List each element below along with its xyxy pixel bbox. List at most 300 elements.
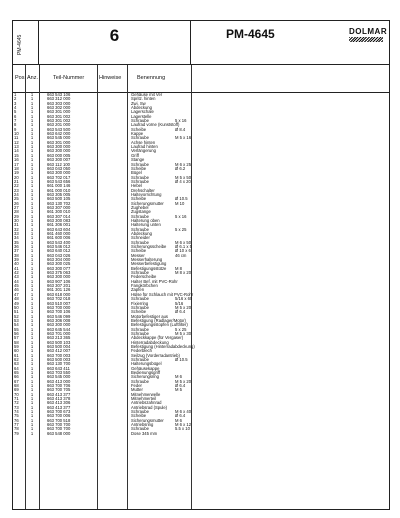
row-quantity: 1 — [30, 248, 34, 254]
row-pos: 69 — [14, 387, 19, 393]
row-quantity: 1 — [30, 96, 34, 102]
row-pos: 60 — [14, 348, 19, 354]
row-part-number: 661 306 001 — [47, 222, 71, 228]
row-quantity: 1 — [30, 274, 34, 280]
row-description: Antriebszahnrad — [131, 400, 162, 406]
row-quantity: 1 — [30, 100, 34, 106]
row-quantity: 1 — [30, 330, 34, 336]
row-part-number: 663 543 106 — [47, 92, 71, 97]
row-quantity: 1 — [30, 252, 34, 258]
row-part-number: 663 500 105 — [47, 196, 71, 202]
row-part-number: 663 307 000 — [47, 204, 71, 210]
row-quantity: 1 — [30, 178, 34, 184]
row-part-number: 663 413 378 — [47, 396, 71, 402]
row-part-number: 663 300 083 — [47, 217, 71, 223]
row-dimension: M 6 — [175, 374, 182, 380]
row-part-number: 663 700 003 — [47, 352, 71, 358]
row-part-number: 663 543 656 — [47, 178, 71, 184]
row-quantity: 1 — [30, 422, 34, 428]
row-quantity: 1 — [30, 235, 34, 241]
row-quantity: 1 — [30, 226, 34, 232]
row-description: Schraube — [131, 239, 149, 245]
row-quantity: 1 — [30, 122, 34, 128]
row-pos: 22 — [14, 183, 19, 189]
row-pos: 41 — [14, 265, 19, 271]
row-part-number: 663 702 018 — [47, 296, 71, 302]
row-description: Sicherungsmutter — [131, 417, 164, 423]
row-pos: 49 — [14, 300, 19, 306]
row-part-number: 663 301 002 — [47, 113, 71, 119]
row-quantity: 1 — [30, 391, 34, 397]
row-pos: 8 — [14, 122, 17, 128]
row-description: Seilzug (Vorderradantrieb) — [131, 352, 180, 358]
row-quantity: 1 — [30, 374, 34, 380]
row-pos: 7 — [14, 118, 17, 124]
row-quantity: 1 — [30, 109, 34, 115]
row-part-number: 661 000 146 — [47, 183, 71, 189]
row-description: Befestigung (Radlager/Motor) — [131, 317, 186, 323]
row-pos: 47 — [14, 291, 19, 297]
row-description: Gehäuse mit Ver — [131, 92, 163, 97]
row-description: Dose 345 mm — [131, 430, 158, 436]
row-pos: 78 — [14, 426, 19, 432]
row-quantity: 1 — [30, 191, 34, 197]
row-part-number: 663 701 000 — [47, 330, 71, 336]
row-dimension: 5/16 — [175, 300, 184, 306]
row-part-number: 663 543 400 — [47, 239, 71, 245]
row-pos: 19 — [14, 170, 19, 176]
row-part-number: 663 546 099 — [47, 313, 71, 319]
row-quantity: 1 — [30, 361, 34, 367]
row-pos: 31 — [14, 222, 19, 228]
row-quantity: 1 — [30, 217, 34, 223]
row-pos: 37 — [14, 248, 19, 254]
row-pos: 20 — [14, 174, 19, 180]
row-description: Schraube — [131, 409, 149, 415]
row-quantity: 1 — [30, 370, 34, 375]
row-dimension: M 8 x 20 — [175, 270, 192, 276]
row-quantity: 1 — [30, 105, 34, 111]
row-part-number: 663 545 000 — [47, 374, 71, 380]
row-description: Schraube — [131, 118, 149, 124]
row-quantity: 1 — [30, 278, 34, 284]
row-pos: 28 — [14, 209, 19, 215]
row-part-number: 663 700 000 — [47, 304, 71, 310]
row-description: Achse hinten — [131, 139, 156, 145]
row-quantity: 1 — [30, 300, 34, 306]
row-part-number: 663 301 000 — [47, 109, 71, 115]
row-pos: 32 — [14, 226, 19, 232]
row-pos: 2 — [14, 96, 17, 102]
row-dimension: 5 x 25 — [175, 226, 187, 232]
row-part-number: 663 907 106 — [47, 278, 71, 284]
row-quantity: 1 — [30, 222, 34, 228]
row-quantity: 1 — [30, 265, 34, 271]
dolmar-logo — [349, 27, 388, 42]
row-dimension: 5 x 16 — [175, 213, 187, 219]
row-description: Messerhalterung — [131, 257, 163, 263]
row-description: Mitnehmerteil — [131, 396, 157, 402]
row-quantity: 1 — [30, 183, 34, 189]
row-description: Schraube — [131, 174, 149, 180]
row-pos: 77 — [14, 422, 19, 428]
row-pos: 33 — [14, 231, 19, 236]
row-pos: 45 — [14, 283, 19, 289]
row-quantity: 1 — [30, 291, 34, 297]
row-quantity: 1 — [30, 174, 34, 180]
row-pos: 35 — [14, 239, 19, 245]
row-pos: 57 — [14, 335, 19, 341]
row-description: Halterung unten — [131, 222, 161, 228]
row-part-number: 661 600 006 — [47, 235, 71, 241]
row-pos: 66 — [14, 374, 19, 380]
row-quantity: 1 — [30, 209, 34, 215]
row-quantity: 1 — [30, 348, 34, 354]
row-dimension: Ø 8.4 — [175, 126, 186, 132]
row-pos: 73 — [14, 404, 19, 410]
row-part-number: 663 413 306 — [47, 400, 71, 406]
row-description: Messer — [131, 252, 145, 258]
row-pos: 75 — [14, 413, 19, 419]
row-part-number: 663 213 365 — [47, 335, 71, 341]
row-pos: 21 — [14, 178, 19, 184]
row-pos: 23 — [14, 187, 19, 193]
row-description: Drehschalter — [131, 187, 155, 193]
row-pos: 3 — [14, 100, 17, 106]
row-dimension: Ø 6.1 x 5 — [175, 244, 192, 250]
row-part-number: 663 130 702 — [47, 200, 71, 206]
logo-wordmark: DOLMAR — [349, 27, 388, 36]
row-part-number: 663 303 000 — [47, 100, 71, 106]
row-description: Stange — [131, 157, 145, 163]
row-part-number: 661 460 000 — [47, 231, 71, 236]
row-part-number: 663 300 077 — [47, 265, 71, 271]
row-pos: 72 — [14, 400, 19, 406]
row-pos: 10 — [14, 131, 19, 137]
row-part-number: 663 640 012 — [47, 248, 71, 254]
row-part-number: 663 301 000 — [47, 139, 71, 145]
row-dimension: M 8 — [175, 265, 182, 271]
row-dimension: M 6 — [175, 417, 182, 423]
row-part-number: 663 307 014 — [47, 213, 71, 219]
row-part-number: 663 645 544 — [47, 326, 71, 332]
row-dimension: Ø 10.5 — [175, 196, 188, 202]
parts-list-sheet — [12, 20, 390, 510]
column-header-row — [13, 65, 389, 93]
row-part-number: 663 642 000 — [47, 131, 71, 137]
row-part-number: 663 300 025 — [47, 261, 71, 267]
row-description: Kappe — [131, 131, 144, 137]
table-row — [13, 432, 389, 436]
row-part-number: 663 130 700 — [47, 361, 71, 367]
row-part-number: 663 301 002 — [47, 118, 71, 124]
row-part-number: 663 700 700 — [47, 422, 71, 428]
row-pos: 68 — [14, 383, 19, 389]
row-quantity: 1 — [30, 426, 34, 432]
row-part-number: 663 643 411 — [47, 365, 70, 371]
row-part-number: 661 000 010 — [47, 187, 71, 193]
parts-table — [13, 93, 389, 436]
row-part-number: 663 201 000 — [47, 122, 71, 128]
row-description: Messerbefestigung — [131, 261, 167, 267]
row-pos: 29 — [14, 213, 19, 219]
row-part-number: 663 700 700 — [47, 426, 71, 432]
row-part-number: 663 510 007 — [47, 300, 71, 306]
row-description: Schraube — [131, 270, 149, 276]
row-description: Schraube — [131, 378, 149, 384]
row-pos: 13 — [14, 144, 19, 150]
row-pos: 34 — [14, 235, 19, 241]
row-quantity: 1 — [30, 387, 34, 393]
row-description: Zwi. Sw — [131, 100, 146, 106]
row-dimension: 5/16 x 60 — [175, 296, 193, 302]
row-part-number: 663 300 000 — [47, 322, 71, 328]
row-description: Gehäusekappe — [131, 365, 160, 371]
row-quantity: 1 — [30, 157, 34, 163]
row-part-number: 663 375 063 — [47, 270, 71, 276]
row-quantity: 1 — [30, 196, 34, 202]
row-part-number: 663 305 005 — [47, 191, 71, 197]
row-quantity: 1 — [30, 170, 34, 176]
row-description: Fangkörbchen — [131, 283, 158, 289]
page-number: 6 — [39, 21, 191, 65]
row-description: Schneider — [131, 235, 150, 241]
row-part-number: 663 618 000 — [47, 291, 71, 297]
row-quantity: 1 — [30, 326, 34, 332]
row-pos: 51 — [14, 309, 19, 315]
row-description: Befestigung (Hinterradabdeckung) — [131, 343, 195, 349]
vertical-model-label: PM-4645 — [17, 34, 23, 55]
row-part-number: 663 500 103 — [47, 339, 71, 345]
col-teil: Teil-Nummer — [53, 75, 85, 81]
row-description: Halter Bef. mit PVC-Rohr — [131, 278, 178, 284]
row-description: Mutter — [131, 387, 143, 393]
row-quantity: 1 — [30, 131, 34, 137]
row-quantity: 1 — [30, 204, 34, 210]
row-quantity: 1 — [30, 187, 34, 193]
row-description: Schraube — [131, 330, 149, 336]
row-description: Antriebsrad (Spule) — [131, 404, 168, 410]
row-description: Schraube — [131, 161, 149, 167]
header-side-cell — [13, 21, 39, 65]
row-pos: 12 — [14, 139, 19, 145]
row-description: Schraube — [131, 326, 149, 332]
row-description: Schraube — [131, 135, 149, 141]
row-dimension: 5.5 x 10 — [175, 426, 190, 432]
row-pos: 56 — [14, 330, 19, 336]
row-quantity: 1 — [30, 135, 34, 141]
row-quantity: 1 — [30, 339, 34, 345]
row-description: Spritz. hinten — [131, 96, 156, 102]
logo-stripe-icon — [349, 37, 383, 42]
row-description: Bügel — [131, 170, 142, 176]
row-quantity: 1 — [30, 378, 34, 384]
page-header — [13, 21, 389, 65]
row-description: Bedienungsgriff — [131, 370, 161, 375]
row-description: Halterungsbügel — [131, 361, 162, 367]
row-description: Zugstange — [131, 209, 151, 215]
row-part-number: 663 112 100 — [47, 161, 70, 167]
row-description: Schraube — [131, 226, 149, 232]
row-part-number: 663 543 500 — [47, 126, 71, 132]
row-quantity: 1 — [30, 239, 34, 245]
row-quantity: 1 — [30, 352, 34, 358]
row-dimension: M 6 x 40 — [175, 409, 192, 415]
row-description: Schraube — [131, 426, 149, 432]
row-description: Hebel — [131, 183, 142, 189]
row-part-number: 663 043 050 — [47, 165, 71, 171]
row-quantity: 1 — [30, 296, 34, 302]
row-pos: 6 — [14, 113, 17, 119]
row-dimension: Ø 6.4 — [175, 413, 186, 419]
col-anz: Anz. — [27, 75, 39, 81]
row-dimension: M 6 x 12 — [175, 422, 192, 428]
row-quantity: 1 — [30, 152, 34, 158]
row-dimension: M 10 — [175, 200, 185, 206]
row-pos: 63 — [14, 361, 19, 367]
row-part-number: 663 702 017 — [47, 174, 71, 180]
row-quantity: 1 — [30, 356, 34, 362]
row-quantity: 1 — [30, 118, 34, 124]
row-quantity: 1 — [30, 383, 34, 389]
row-description: Befestigungsstütze — [131, 265, 167, 271]
row-quantity: 1 — [30, 113, 34, 119]
row-description: Sicherungsring — [131, 374, 159, 380]
row-description: Befestigungsstopfen (Luftfilter) — [131, 322, 188, 328]
row-pos: 39 — [14, 257, 19, 263]
row-quantity: 1 — [30, 126, 34, 132]
row-pos: 24 — [14, 191, 19, 197]
row-description: Sicherungsscheibe — [131, 244, 167, 250]
row-quantity: 1 — [30, 144, 34, 150]
row-description: Sicherungsmutter — [131, 200, 164, 206]
row-pos: 54 — [14, 322, 19, 328]
row-part-number: 663 413 377 — [47, 391, 71, 397]
row-part-number: 663 413 377 — [47, 404, 71, 410]
row-pos: 27 — [14, 204, 19, 210]
row-description: Laufrad hinten — [131, 144, 158, 150]
row-quantity: 1 — [30, 417, 34, 423]
row-quantity: 1 — [30, 409, 34, 415]
row-quantity: 1 — [30, 396, 34, 402]
row-pos: 53 — [14, 317, 19, 323]
row-pos: 44 — [14, 278, 19, 284]
row-pos: 5 — [14, 109, 17, 115]
row-pos: 1 — [14, 92, 17, 97]
row-pos: 55 — [14, 326, 19, 332]
row-quantity: 1 — [30, 313, 34, 319]
row-part-number: 663 307 201 — [47, 283, 71, 289]
row-pos: 76 — [14, 417, 19, 423]
row-pos: 16 — [14, 157, 19, 163]
row-dimension: M 5 — [175, 387, 182, 393]
row-description: Zughebel — [131, 204, 149, 210]
row-pos: 15 — [14, 152, 19, 158]
row-quantity: 1 — [30, 343, 34, 349]
row-pos: 40 — [14, 261, 19, 267]
row-quantity: 1 — [30, 287, 34, 293]
row-dimension: Ø 4 x 20 — [175, 178, 191, 184]
row-part-number: 663 700 106 — [47, 309, 71, 315]
row-dimension: M 5 x 20 — [175, 304, 192, 310]
row-pos: 46 — [14, 287, 19, 293]
row-part-number: 663 700 706 — [47, 383, 71, 389]
row-quantity: 1 — [30, 404, 34, 410]
col-benennung: Benennung — [137, 75, 166, 81]
row-pos: 26 — [14, 200, 19, 206]
row-pos: 58 — [14, 339, 19, 345]
row-pos: 18 — [14, 165, 19, 171]
row-pos: 43 — [14, 274, 19, 280]
row-part-number: 663 304 000 — [47, 257, 71, 263]
row-description: Hinterradabdeckung — [131, 339, 169, 345]
row-quantity: 1 — [30, 335, 34, 341]
row-part-number: 663 300 007 — [47, 157, 71, 163]
row-quantity: 1 — [30, 139, 34, 145]
row-dimension: Ø 10 x 6 — [175, 248, 191, 254]
row-quantity: 1 — [30, 304, 34, 310]
row-quantity: 1 — [30, 317, 34, 323]
row-dimension: M 5 x 50 — [175, 174, 192, 180]
row-pos: 70 — [14, 391, 19, 397]
row-description: Abdeckung — [131, 231, 152, 236]
row-part-number: 663 302 000 — [47, 105, 71, 111]
row-description: Halterung oben — [131, 217, 160, 223]
row-part-number: 661 301 126 — [47, 287, 71, 293]
row-pos: 67 — [14, 378, 19, 384]
row-part-number: 661 300 010 — [47, 209, 71, 215]
row-pos: 50 — [14, 304, 19, 310]
row-description: Griff — [131, 152, 139, 158]
row-dimension: M 6 x 25 — [175, 161, 192, 167]
row-pos: 64 — [14, 365, 19, 371]
row-pos: 62 — [14, 356, 19, 362]
row-part-number: 663 300 000 — [47, 148, 71, 154]
row-part-number: 663 700 705 — [47, 387, 71, 393]
row-part-number: 663 500 003 — [47, 356, 71, 362]
row-quantity: 1 — [30, 165, 34, 171]
row-quantity: 1 — [30, 257, 34, 263]
row-quantity: 1 — [30, 322, 34, 328]
row-quantity: 1 — [30, 92, 34, 97]
row-pos: 79 — [14, 430, 19, 436]
row-quantity: 1 — [30, 365, 34, 371]
row-pos: 42 — [14, 270, 19, 276]
row-description: Abdeckkappe (für Vergaser) — [131, 335, 184, 341]
model-title: PM-4645 — [226, 27, 275, 41]
row-description: Haltevorrichtung — [131, 191, 162, 197]
row-description: Scheibe — [131, 126, 147, 132]
row-pos: 71 — [14, 396, 19, 402]
row-pos: 74 — [14, 409, 19, 415]
row-description: Scheibe — [131, 196, 147, 202]
row-pos: 52 — [14, 313, 19, 319]
row-part-number: 663 300 000 — [47, 170, 71, 176]
row-description: Schraube — [131, 296, 149, 302]
row-pos: 9 — [14, 126, 17, 132]
row-description: Federblech — [131, 348, 152, 354]
row-description: Federscheibe — [131, 274, 157, 280]
row-part-number: 663 546 012 — [47, 244, 71, 250]
row-quantity: 1 — [30, 261, 34, 267]
row-description: Fixierring — [131, 300, 149, 306]
row-quantity: 1 — [30, 309, 34, 315]
row-dimension: M 5 x 16 — [175, 135, 192, 141]
row-description: Verlängerung — [131, 148, 156, 154]
row-description: Antriebsring — [131, 422, 154, 428]
row-quantity: 1 — [30, 231, 34, 236]
row-dimension: Ø 6.2 — [175, 165, 186, 171]
